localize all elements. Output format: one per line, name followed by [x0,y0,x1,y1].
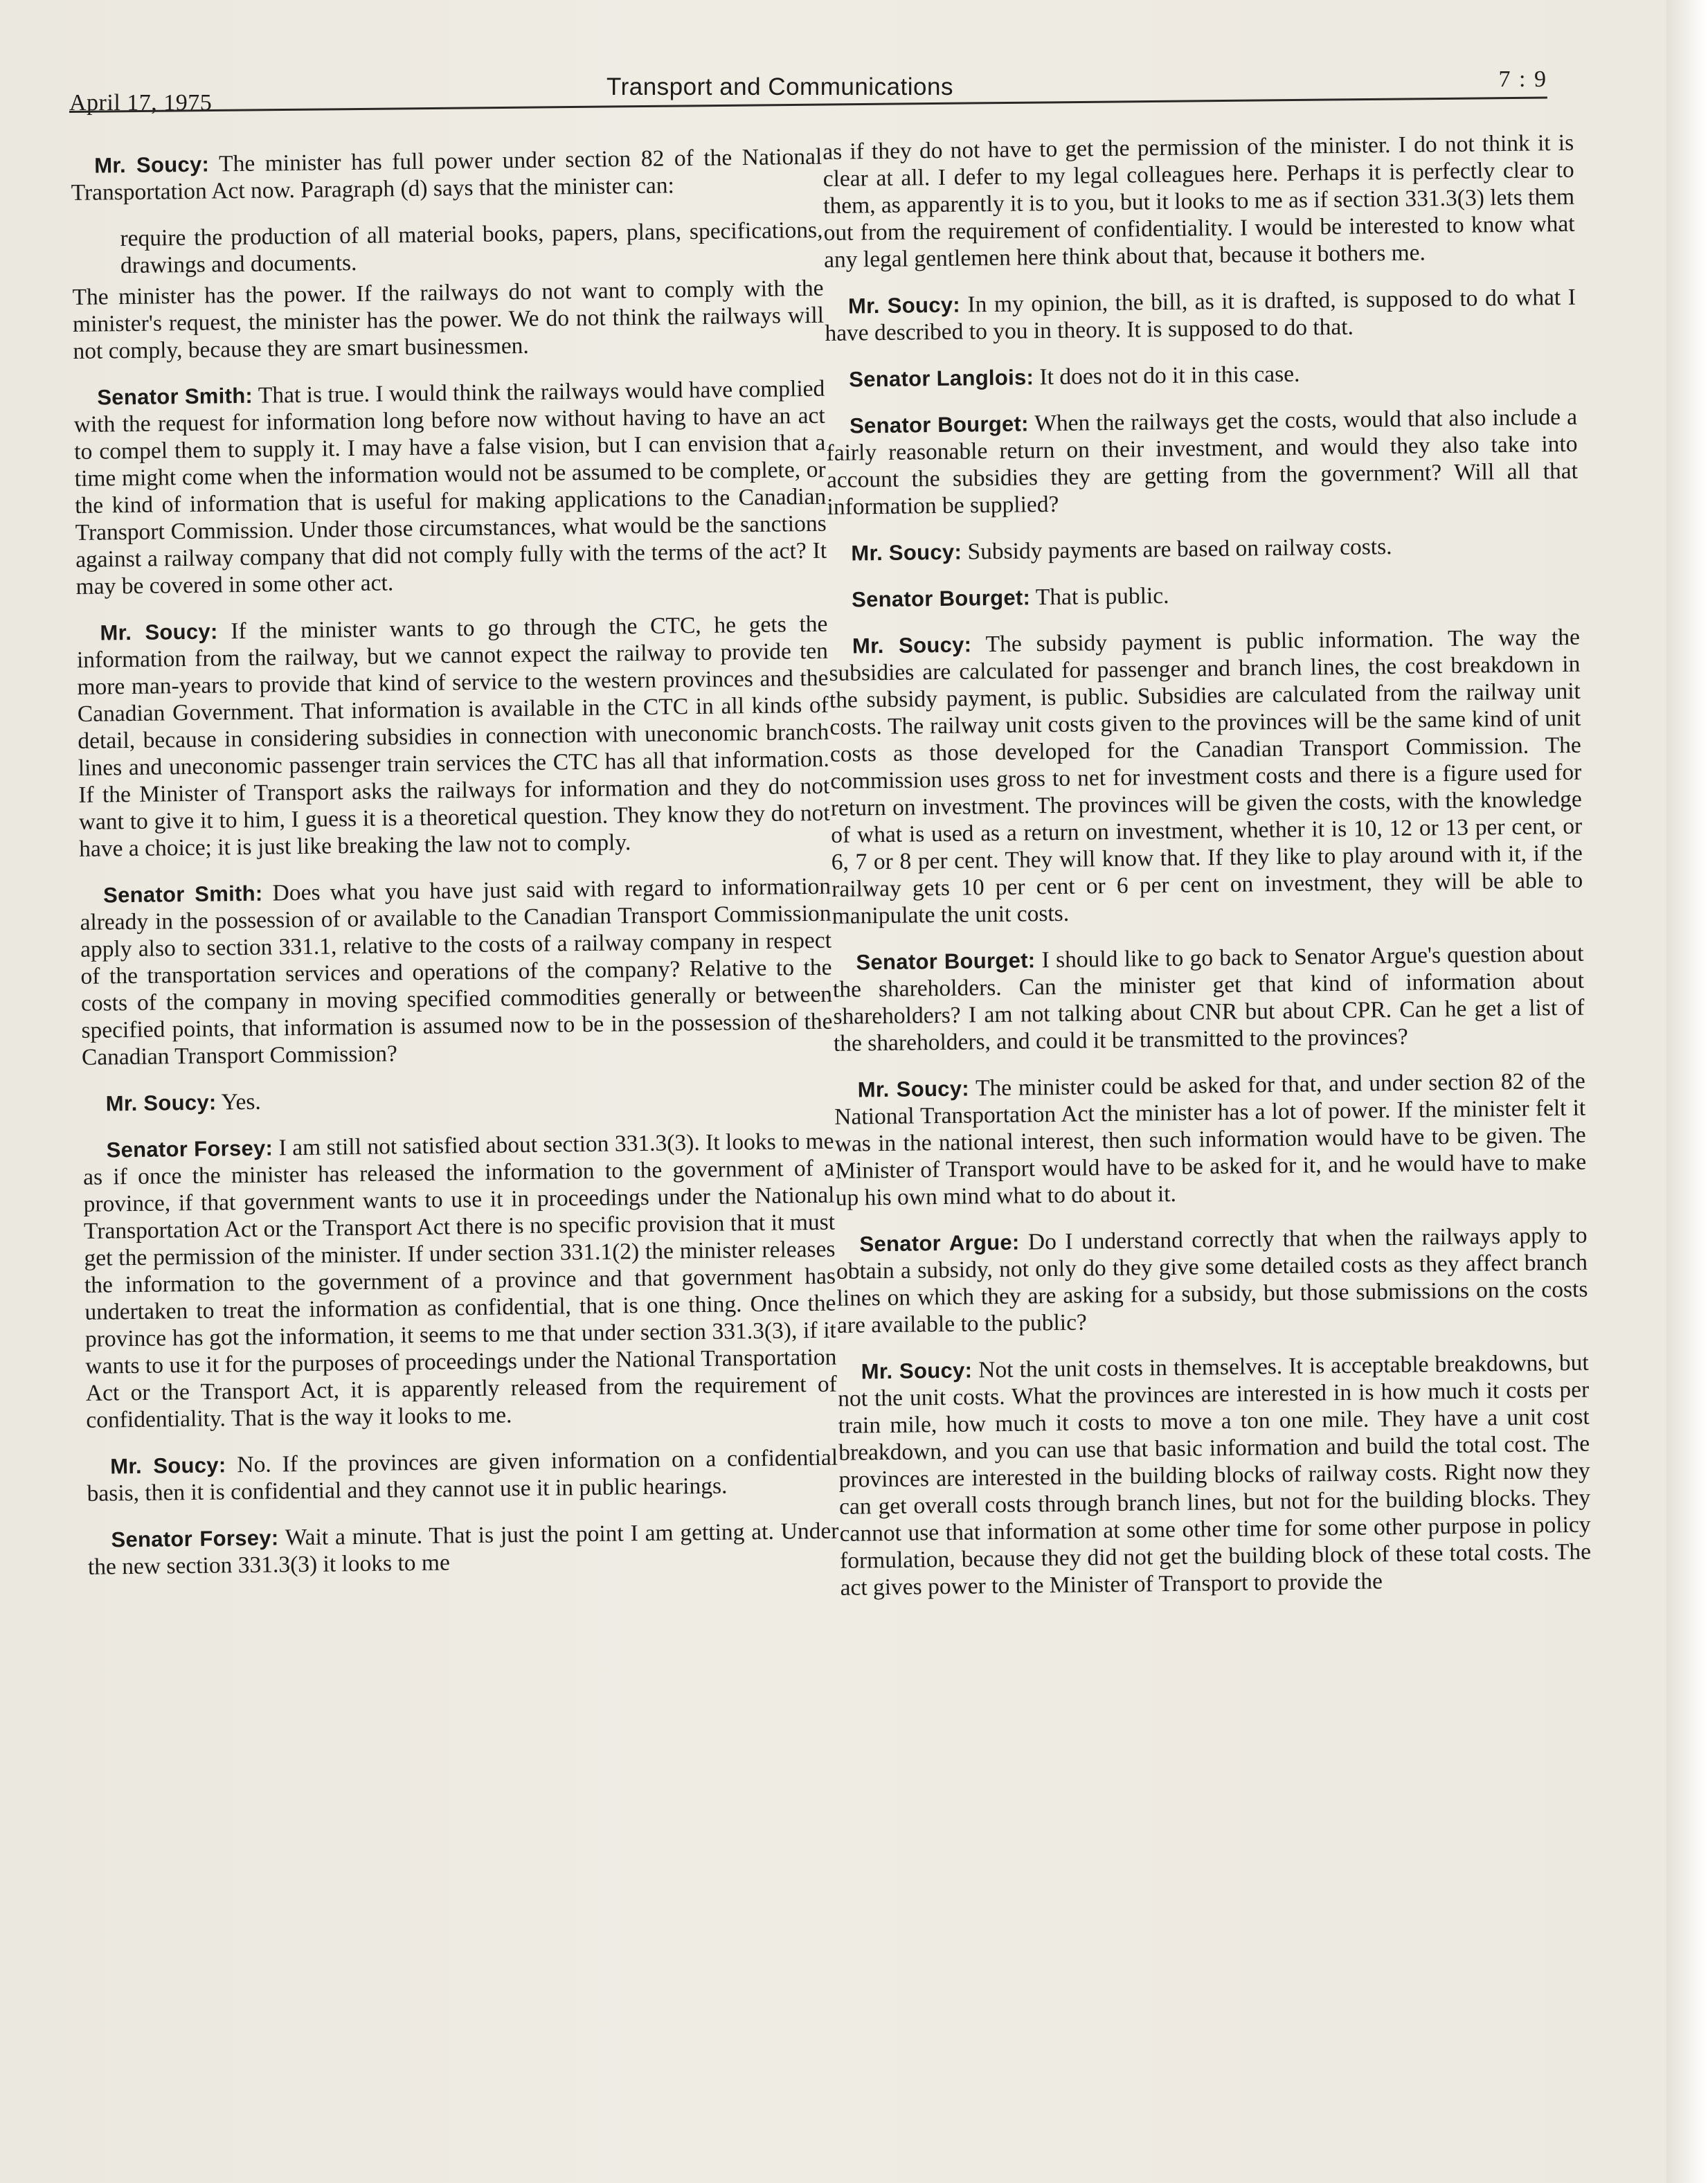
page-edge [1666,0,1708,2183]
speaker-name: Mr. Soucy: [105,1090,217,1116]
speech-paragraph [87,1444,838,1507]
speaker-name: Senator Smith: [97,383,253,410]
speech-paragraph [838,1349,1592,1601]
speaker-name: Senator Argue: [859,1230,1020,1257]
speaker-name: Senator Smith: [102,881,263,908]
speech-text: It does not do it in this case. [1033,361,1300,390]
speaker-name: Mr. Soucy: [851,539,962,566]
speaker-name: Mr. Soucy: [852,632,972,658]
speech-paragraph [71,143,822,206]
speaker-name: Senator Langlois: [849,365,1034,392]
page-header [69,66,1547,115]
speech-text: In my opinion, the bill, as it is drafted, is supposed to do what I have described to you in theory. It is supposed to do that. [825,284,1576,346]
speech-text: Does what you have just said with regard to information already in the possession of or available to the Canadian Transport Commission apply also to section 331.1, relative to the costs of a railway company in respect of the transportation services and operations of the company? Relative to the costs of the company in moving specified commodities generally or between specified points, that information is assumed now to be in the possession of the Canadian Transport Commission? [80,873,833,1070]
speech-text: Do I understand correctly that when the railways apply to obtain a subsidy, not only do they give some detailed costs as they affect branch lines on which they are asking for a subsidy, but those submissions on the costs are available to the public? [836,1222,1588,1338]
continued-paragraph: The minister has the power. If the railways do not want to comply with the minister's request, the minister has the power. We do not think the railways will not comply, because they are smart businessmen. [72,275,825,364]
speech-paragraph [87,1518,839,1581]
speech-text: Not the unit costs in themselves. It is acceptable breakdowns, but not the unit costs. What the provinces are interested in is how much it costs per train mile, how much it costs to move a ton one mile. They have a unit cost breakdown, and you can use that basic information and build the total cost. The provinces are interested in the building blocks of railway costs. Right now they can get overall costs through branch lines, but not for the building blocks. They cannot use that information at some other time for some other purpose in policy formulation, because they did not get the building block of these total costs. The act gives power to the Minister of Transport to provide the [838,1349,1592,1601]
speaker-name: Mr. Soucy: [857,1076,970,1102]
right-column [822,129,1592,1621]
speaker-name: Mr. Soucy: [109,1453,226,1479]
header-date: April 17, 1975 [69,90,213,116]
speech-paragraph [828,577,1579,613]
speaker-name: Senator Forsey: [111,1525,279,1552]
speech-text: Subsidy payments are based on railway costs. [961,533,1392,565]
speech-paragraph [836,1222,1588,1339]
header-page-number: 7 : 9 [1498,66,1547,92]
speech-paragraph [832,940,1585,1057]
speech-paragraph [82,1128,837,1434]
speaker-name: Mr. Soucy: [94,152,210,178]
speech-text: The subsidy payment is public information. The way the subsidies are calculated for passenger and branch lines, the cost breakdown in the subsidy payment, is public. Subsidies are calculated from the railway unit costs. The railway unit costs given to the provinces will be the same kind of unit costs as those developed for the Canadian Transport Commission. The commission uses gross to net for investment costs and there is a figure used for return on investment. The provinces will be given the costs, with the knowledge of what is used as a return on investment, whether it is 10, 12 or 13 per cent, or 6, 7 or 8 per cent. They will know that. If they like to play around with it, if the railway gets 10 per cent or 6 per cent on investment, they will be able to manipulate the unit costs. [829,624,1583,929]
speech-text: I should like to go back to Senator Argue's question about the shareholders. Can the minister get that kind of information about shareholders? I am not talking about CNR but about CPR. Can he get a list of the shareholders, and could it be transmitted to the provinces? [832,940,1585,1057]
speaker-name: Senator Bourget: [856,948,1036,975]
speech-paragraph [82,1081,834,1117]
speech-text: If the minister wants to go through the CTC, he gets the information from the railway, but we cannot expect the railway to provide ten more man-years to provide that kind of service to the western provinces and the Canadian Government. That information is available in the CTC in all kinds of detail, because in considering subsidies in connection with uneconomic branch lines and uneconomic passenger train services the CTC has all that information. If the Minister of Transport asks the railways for information and they do not want to give it to him, I guess it is a theoretical question. They know they do not have a choice; it is just like breaking the law not to comply. [76,611,830,862]
speaker-name: Senator Forsey: [106,1135,273,1162]
speaker-name: Mr. Soucy: [861,1358,973,1384]
speech-text: No. If the provinces are given information on a confidential basis, then it is confidential and they cannot use it in public hearings. [87,1444,838,1507]
speech-text: Yes. [216,1088,262,1115]
speech-paragraph [829,624,1583,930]
speech-text: Wait a minute. That is just the point I am getting at. Under the new section 331.3(3) it looks to me [87,1518,839,1580]
left-column [71,143,839,1600]
speech-paragraph [827,531,1579,567]
speaker-name: Senator Bourget: [851,585,1031,612]
speaker-name: Senator Bourget: [849,411,1029,438]
continued-paragraph: as if they do not have to get the permission of the minister. I do not think it is clear at all. I defer to my legal colleagues here. Perhaps it is perfectly clear to them, as apparently it is to you, but it looks to me as if section 331.3(3) lets them out from the requirement of confidentiality. I would be interested to know what any legal gentlemen here think about that, because it bothers me. [822,129,1575,273]
speech-paragraph [834,1068,1587,1212]
speaker-name: Mr. Soucy: [100,619,218,645]
header-title: Transport and Communications [606,73,953,100]
speech-paragraph [73,375,827,600]
speech-text: When the railways get the costs, would that also include a fairly reasonable return on their investment, and would they also take into account the subsidies they are getting from the government? Will all that information be supplied? [826,404,1579,520]
speech-paragraph [825,284,1576,347]
block-quote: require the production of all material books, papers, plans, specifications, drawings and documents. [120,217,823,279]
speech-paragraph [825,357,1576,393]
speech-text: The minister has full power under section 82 of the National Transportation Act now. Paragraph (d) says that the minister can: [71,143,822,206]
speech-text: That is public. [1030,582,1169,611]
speech-text: The minister could be asked for that, and under section 82 of the National Transportation Act the minister has a lot of power. If the minister felt it was in the national interest, then such information would have to be given. The Minister of Transport would have to be asked for it, and he would have to make up his own mind what to do about it. [834,1068,1587,1211]
speech-paragraph [76,611,830,863]
speech-text: I am still not satisfied about section 331.3(3). It looks to me as if once the minister has released the information to the government of a province, if that government wants to use it in proceedings under the National Transportation Act or the Transport Act there is no specific provision that it must get the permission of the minister. If under section 331.1(2) the minister releases the information to the government of a province and that government has undertaken to treat the information as confidential, that is one thing. Once the province has got the information, it seems to me that under section 331.3(3), if it wants to use it for the purposes of proceedings under the National Transportation Act or the Transport Act, it is apparently released from the requirement of confidentiality. That is the way it looks to me. [82,1128,838,1433]
speaker-name: Mr. Soucy: [847,292,961,318]
speech-paragraph [826,404,1579,521]
speech-text: That is true. I would think the railways would have complied with the request for information long before now without having to have an act to compel them to supply it. I may have a false vision, but I can envision that a time might come when the information would not be assumed to be complete, or the kind of information that is useful for making applications to the Canadian Transport Commission. Under those circumstances, what would be the sanctions against a railway company that did not comply fully with the terms of the act? It may be covered in some other act. [73,375,827,600]
speech-paragraph [80,873,833,1071]
